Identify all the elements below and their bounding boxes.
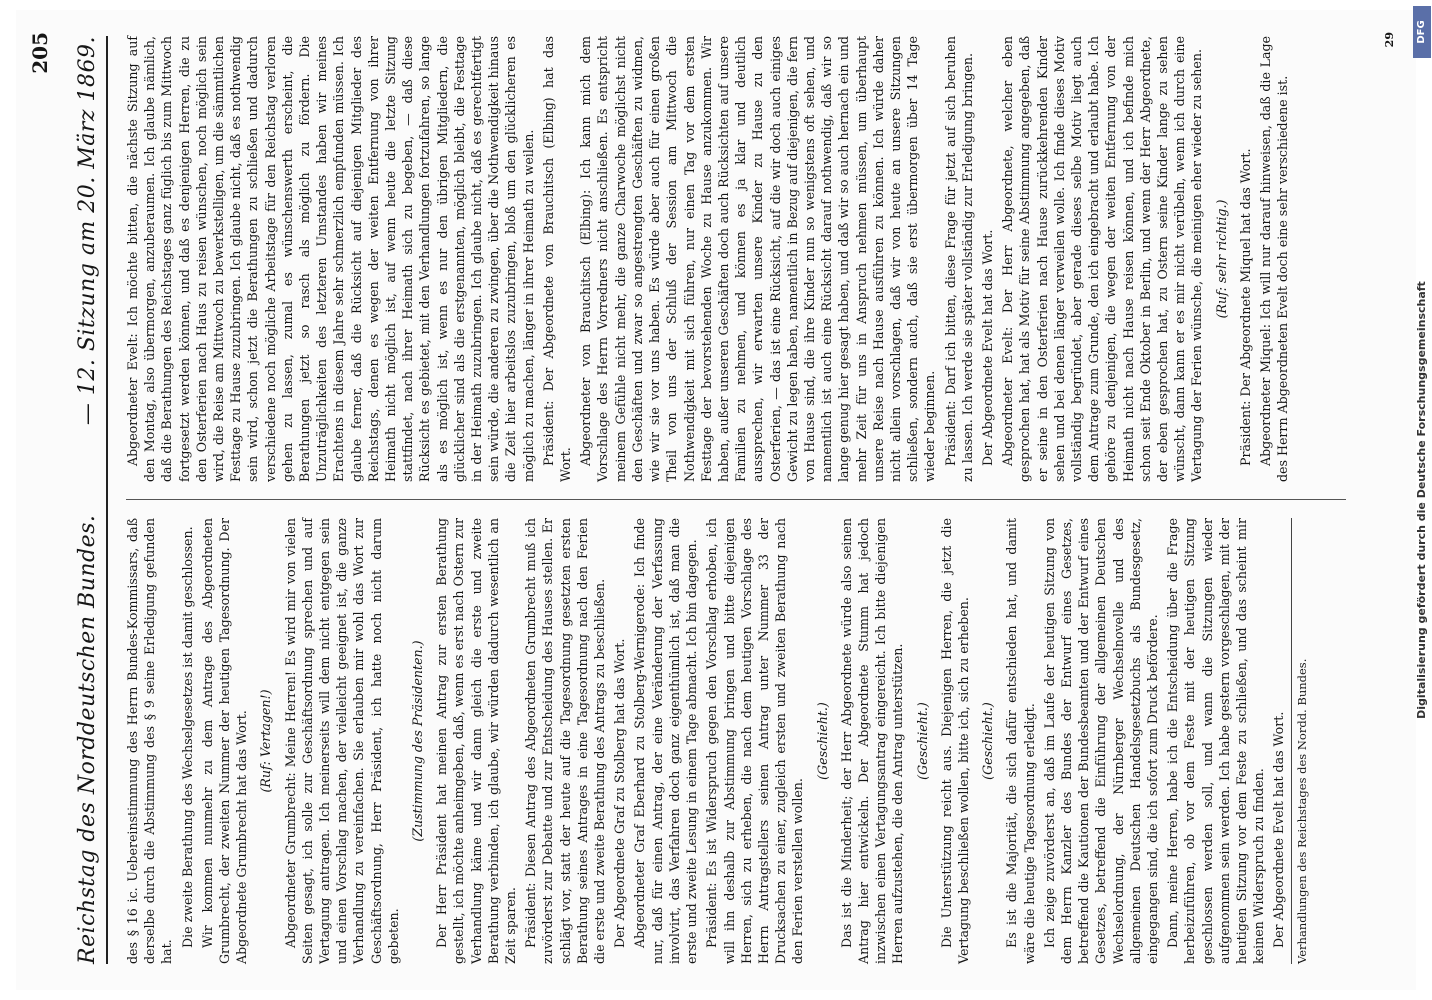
paragraph: Der Abgeordnete Evelt hat das Wort. [1271, 711, 1287, 948]
paragraph: Der Abgeordnete Evelt hat das Wort. [979, 229, 995, 466]
paragraph: Präsident: Es ist Widerspruch gegen den Vorschlag erhoben, ich will ihn deshalb zur Abstimmung bringen und bitte diejenigen Herren, sich zu erheben, die nach dem heutigen Vorschlage des Herrn Antragstellers seinen Antrag unter Nummer 33 der Drucksachen zu einer, zugleich ersten und zweiten Berathung nach den Ferien verstellen wollen. [704, 518, 806, 964]
stage-direction: (Zustimmung des Präsidenten.) [410, 640, 426, 842]
paragraph: Präsident: Darf ich bitten, diese Frage für jetzt auf sich beruhen zu lassen. Ich werde sie später vollständig zur Erledigung bringen. [942, 36, 975, 482]
paragraph: Das ist die Minderheit; der Herr Abgeordnete würde also seinen Antrag hier entwickeln. Der Abgeordnete Stumm hat jedoch inzwischen einen Vertagungsantrag eingereicht. Ich bitte diejenigen Herren aufzustehen, die den Antrag unterstützen. [838, 518, 906, 964]
dfg-logo: DFG [1413, 6, 1431, 58]
stage-direction: (Geschieht.) [914, 702, 930, 780]
document-page [16, 10, 1416, 990]
paragraph: Abgeordneter Miquel: Ich will nur darauf hinweisen, daß die Lage des Herrn Abgeordneten Evelt doch eine sehr verschiedene ist. [1258, 36, 1291, 482]
header-left-title: Reichstag des Norddeutschen Bundes. [75, 514, 100, 964]
paragraph: Präsident: Der Abgeordnete Miquel hat das Wort. [1237, 148, 1253, 466]
right-column [124, 36, 1294, 482]
stage-direction: (Geschieht.) [980, 702, 996, 780]
paragraph: Abgeordneter Graf Eberhard zu Stolberg-Wernigerode: Ich finde nur, daß für einen Antrag, der eine Veränderung der Verfassung involvirt, das Verfahren doch ganz eigenthümlich ist, daß man die erste und zweite Lesung in einem Tage abmacht. Ich bin dagegen. [632, 518, 700, 964]
paragraph: Abgeordneter Evelt: Der Herr Abgeordnete, welcher eben gesprochen hat, hat als Motiv für seine Abstimmung angegeben, daß er seine in den Osterferien nach Hause zurückkehrenden Kinder sehen und bei denen länger verweilen wolle. Ich finde dieses Motiv vollständig begründet, aber gerade dieses selbe Motiv liegt auch dem Antrage zum Grunde, den ich eingebracht und erlaubt habe. Ich gehöre zu denjenigen, die wegen der weiten Entfernung von der Heimath nicht nach Hause reisen können, und ich befinde mich schon seit Ende Oktober in Berlin, und wenn der Herr Abgeordnete, der eben gesprochen hat, zu Ostern seine Kinder lange zu sehen wünscht, dann kann er es mir nicht verübeln, wenn ich durch eine Vertagung der Ferien wünsche, die meinigen eher wieder zu sehen. [1000, 36, 1205, 482]
paragraph: Abgeordneter von Brauchitsch (Elbing): Ich kann mich dem Vorschlage des Herrn Vorredners nicht anschließen. Es entspricht meinem Gefühle nicht mehr, die ganze Charwoche möglichst nicht den Geschäften und zwar so angestrengten Geschäften zu widmen, wie wir sie vor uns haben. Es würde aber auch für einen großen Theil von uns der Schluß der Session am Mittwoch die Nothwendigkeit mit sich führen, nur einen Tag vor dem ersten Festtage der bevorstehenden Woche zu Hause anzukommen. Wir haben, außer unseren Geschäften doch auch Rücksichten auf unsere Familien zu nehmen, und können es ja klar und deutlich aussprechen, wir erwarten unsere Kinder zu Hause zu den Osterferien, — das ist eine Rücksicht, auf die wir doch auch einiges Gewicht zu legen haben, namentlich in Bezug auf diejenigen, die fern von Hause sind, die ihre Kinder nun so wenigstens oft sehen, und namentlich ist auch eine Rücksicht darauf nothwendig, daß wir so lange genug hier gesagt haben, und daß wir so auch hernach ein und mehr Zeit für uns in Anspruch nehmen müssen, um überhaupt unsere Reise nach Hause ausführen zu können. Ich würde daher nicht allein vorschlagen, daß wir von heute an unsere Sitzungen schließen, sondern auch, daß sie erst übermorgen über 14 Tage wieder beginnen. [578, 36, 938, 482]
page-number: 205 [28, 32, 52, 74]
paragraph: Wir kommen nunmehr zu dem Antrage des Abgeordneten Grumbrecht, der zweiten Nummer der heutigen Tagesordnung. Der Abgeordnete Grumbrecht hat das Wort. [199, 518, 250, 964]
paragraph: Die zweite Berathung des Wechselgesetzes ist damit geschlossen. [179, 526, 195, 948]
stage-direction: (Ruf: Vertagen!) [258, 689, 274, 793]
paragraph: des § 16 ic. Uebereinstimmung des Herrn Bundes-Kommissars, daß derselbe durch die Abstimmung des § 9 seine Erledigung gefunden hat. [125, 518, 175, 964]
stage-direction: (Ruf: sehr richtig.) [1213, 199, 1229, 319]
paragraph: Abgeordneter Grumbrecht: Meine Herren! Es wird mir von vielen Seiten gesagt, ich solle zur Geschäftsordnung sprechen und auf Vertagung antragen. Ich meinerseits will dem nicht entgegen sein und einen Vorschlag machen, der vielleicht geeignet ist, die ganze Verhandlung zu vereinfachen. Sie erlauben mir wohl das Wort zur Geschäftsordnung, Herr Präsident, ich hatte noch nicht darum gebeten. [282, 518, 401, 964]
paragraph: Dann, meine Herren, habe ich die Entscheidung über die Frage herbeizuführen, ob vor dem Feste mit der heutigen Sitzung geschlossen werden soll, und wann die Sitzungen wieder aufgenommen sein werden. Ich habe gestern vorgeschlagen, mit der heutigen Sitzung vor dem Feste zu schließen, und das scheint mir keinen Widerspruch zu finden. [1165, 518, 1267, 964]
paragraph: Präsident: Diesen Antrag des Abgeordneten Grumbrecht muß ich zuvörderst zur Debatte und zur Entscheidung des Hauses stellen. Er schlägt vor, statt der heute auf die Tagesordnung gesetzten ersten Berathung seines Antrages in eine Tagesordnung nach den Ferien die erste und zweite Berathung des Antrags zu beschließen. [523, 518, 608, 964]
paragraph: Präsident: Der Abgeordnete von Brauchitsch (Elbing) hat das Wort. [540, 36, 574, 482]
paragraph: Ich zeige zuvörderst an, daß im Laufe der heutigen Sitzung von dem Herrn Kanzler des Bundes der Entwurf eines Gesetzes, betreffend die Kautionen der Bundesbeamten und der Entwurf eines Gesetzes, betreffend die Einführung der allgemeinen Deutschen Wechselordnung, der Nürnberger Wechselnovelle und des allgemeinen Deutschen Handelsgesetzbuchs als Bundesgesetz, eingegangen sind, die ich sofort zum Druck befördere. [1041, 518, 1160, 964]
stage-direction: (Geschieht.) [814, 702, 830, 780]
header-right-title: — 12. Sitzung am 20. März 1869. [75, 36, 100, 426]
paragraph: Der Abgeordnete Graf zu Stolberg hat das Wort. [612, 638, 628, 948]
footer-line: Verhandlungen des Reichstages des Nordd. Bundes. [1291, 518, 1311, 964]
paragraph: Abgeordneter Evelt: Ich möchte bitten, die nächste Sitzung auf den Montag, also übermorgen, anzuberaumen. Ich glaube nämlich, daß die Berathungen des Reichstages ganz füglich bis zum Mittwoch fortgesetzt werden können, und daß es denjenigen Herren, die zu den Osterferien nach Haus zu reisen wünschen, noch möglich sein wird, die Reise am Mittwoch zu bewerkstelligen, um die sämmtlichen Festtage zu Hause zuzubringen. Ich glaube nicht, daß es nothwendig sein wird, schon jetzt die Berathungen zu schließen und dadurch verschiedene noch mögliche Arbeitstage für den Reichstag verloren gehen zu lassen, zumal es wünschenswerth erscheint, die Berathungen jetzt so rasch als möglich zu fördern. Die Unzuträglichkeiten des letzteren Umstandes haben wir meines Erachtens in diesem Jahre sehr schmerzlich empfunden müssen. Ich glaube ferner, daß die Rücksicht auf diejenigen Mitglieder des Reichstags, denen es wegen der weiten Entfernung von ihrer Heimath nicht möglich ist, auf wenn heute die letzte Sitzung stattfindet, nach ihrer Heimath sich zu begeben, — daß diese Rücksicht es gebietet, mit den Verhandlungen fortzufahren, so lange als es möglich ist, wenn es nur den übrigen Mitgliedern, die glücklicher sind als die erstgenannten, möglich bleibt, die Festtage in der Heimath zuzubringen. Ich glaube nicht, daß es gerechtfertigt sein würde, die anderen zu zwingen, über die Nothwendigkeit hinaus die Zeit hier arbeitslos zuzubringen, bloß um den glücklicheren es möglich zu machen, länger in ihrer Heimath zu weilen. [125, 36, 536, 482]
column-divider [126, 499, 1346, 500]
dfg-strip [1412, 0, 1432, 1000]
signature-mark: 29 [1383, 32, 1396, 48]
paragraph: Der Herr Präsident hat meinen Antrag zur ersten Berathung gestellt, ich möchte anheimgeben, daß, wenn es erst nach Ostern zur Verhandlung käme und wir dann gleich die erste und zweite Berathung verbinden, ich glaube, wir würden dadurch wesentlich an Zeit sparen. [434, 518, 519, 964]
dfg-credit: Digitalisierung gefördert durch die Deutsche Forschungsgemeinschaft [1415, 281, 1428, 719]
left-column [124, 518, 1314, 964]
page-header [28, 32, 108, 964]
paragraph: Es ist die Majorität, die sich dafür entschieden hat, und damit wäre die heutige Tagesordnung erledigt. [1004, 518, 1037, 964]
paragraph: Die Unterstützung reicht aus. Diejenigen Herren, die jetzt die Vertagung beschließen wollen, bitte ich, sich zu erheben. [938, 518, 971, 964]
